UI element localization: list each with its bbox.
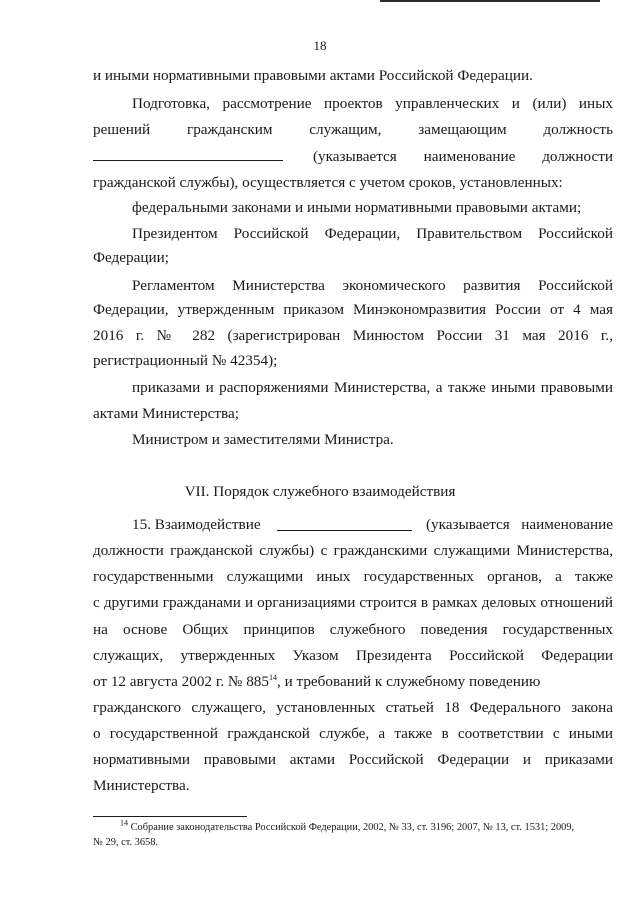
footnote-line: № 29, ст. 3658. xyxy=(93,837,159,848)
text-line: нормативными правовыми актами Российской Федерации и приказами xyxy=(93,751,613,768)
footnote-mark: 14 xyxy=(120,818,128,828)
footnote-line xyxy=(120,818,613,835)
text-line: Федерации, утвержденным приказом Минэкономразвития России от 4 мая xyxy=(93,301,613,318)
footnote-text: Собрание законодательства Российской Федерации, 2002, № 33, ст. 3196; 2007, № 13, ст. 1531; 2009, xyxy=(130,822,575,833)
text-line-part: 15. Взаимодействие xyxy=(132,516,261,533)
footnote-separator xyxy=(93,816,247,817)
text-line: Министром и заместителями Министра. xyxy=(132,431,394,448)
section-heading: VII. Порядок служебного взаимодействия xyxy=(184,483,456,500)
text-line-part: (указывается наименование xyxy=(426,516,613,533)
text-line: 2016 г. № 282 (зарегистрирован Минюстом России 31 мая 2016 г., xyxy=(93,327,613,344)
text-line: решений гражданским служащим, замещающим должность xyxy=(93,121,613,138)
text-line: служащих, утвержденных Указом Президента Российской Федерации xyxy=(93,647,613,664)
text-line: должности гражданской службы) с гражданскими служащими Министерства, xyxy=(93,542,613,559)
text-line: и иными нормативными правовыми актами Российской Федерации. xyxy=(93,67,533,84)
text-line-part: , и требований к служебному поведению xyxy=(277,673,541,690)
text-line: гражданского служащего, установленных статьей 18 Федерального закона xyxy=(93,699,613,716)
text-line: о государственной гражданской службе, а также в соответствии с иными xyxy=(93,725,613,742)
text-line-part: от 12 августа 2002 г. № 885 xyxy=(93,673,269,690)
text-line xyxy=(93,147,613,167)
blank-field xyxy=(277,518,412,531)
text-line: федеральными законами и иными нормативными правовыми актами; xyxy=(132,199,582,216)
text-line: Подготовка, рассмотрение проектов управленческих и (или) иных xyxy=(132,95,613,112)
text-line xyxy=(93,672,613,692)
text-line: актами Министерства; xyxy=(93,405,239,422)
text-line: регистрационный № 42354); xyxy=(93,352,278,369)
text-line: Министерства. xyxy=(93,777,190,794)
text-line: Федерации; xyxy=(93,249,169,266)
text-line: государственными служащими иных государственных органов, а также xyxy=(93,568,613,585)
footnote-ref: 14 xyxy=(269,672,277,682)
blank-field xyxy=(93,148,283,161)
page-number: 18 xyxy=(313,38,327,53)
text-line: с другими гражданами и организациями строится в рамках деловых отношений xyxy=(93,594,613,611)
text-line: Регламентом Министерства экономического развития Российской xyxy=(132,277,613,294)
text-line: приказами и распоряжениями Министерства, а также иными правовыми xyxy=(132,379,613,396)
text-line: Президентом Российской Федерации, Правительством Российской xyxy=(132,225,613,242)
text-line: на основе Общих принципов служебного поведения государственных xyxy=(93,621,613,638)
scan-edge-line xyxy=(380,0,600,2)
text-line: гражданской службы), осуществляется с учетом сроков, установленных: xyxy=(93,174,563,191)
text-line-part: (указывается наименование должности xyxy=(313,148,613,165)
